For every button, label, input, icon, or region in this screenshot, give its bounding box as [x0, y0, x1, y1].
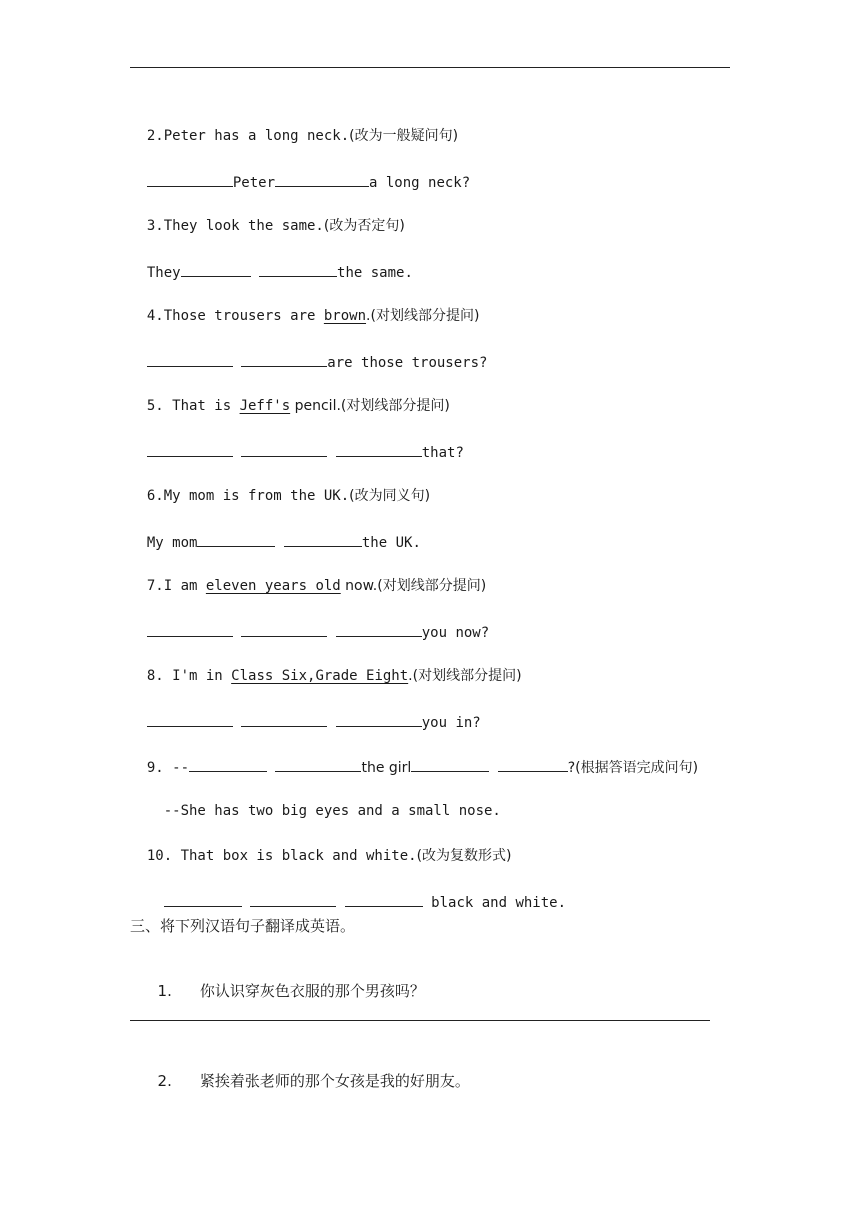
blank[interactable]	[336, 441, 422, 457]
answer-4	[130, 331, 487, 373]
item-text: 你认识穿灰色衣服的那个男孩吗？	[199, 982, 425, 1000]
translation-item-1	[148, 961, 425, 1001]
q2-answer-text-b: a long neck?	[369, 175, 471, 191]
blank[interactable]	[284, 531, 362, 547]
blank[interactable]	[197, 531, 275, 547]
q7-underlined: eleven years old	[205, 578, 341, 594]
q7-prompt: 7.I am	[146, 578, 206, 594]
question-7	[130, 556, 486, 596]
q6-instruction: (改为同义句)	[349, 488, 431, 504]
question-5	[130, 376, 450, 416]
q7-instruction: now.(对划线部分提问)	[340, 578, 487, 594]
blank[interactable]	[275, 171, 369, 187]
blank[interactable]	[147, 441, 233, 457]
blank[interactable]	[147, 351, 233, 367]
question-8	[130, 646, 522, 686]
q9-answer-text: --She has two big eyes and a small nose.	[146, 803, 501, 819]
q5-underlined: Jeff's	[239, 398, 291, 414]
question-2	[130, 106, 458, 146]
blank[interactable]	[498, 756, 568, 772]
q2-instruction: (改为一般疑问句)	[349, 128, 459, 144]
q6-answer-text-b: the UK.	[361, 535, 421, 551]
blank[interactable]	[241, 621, 327, 637]
q10-instruction: (改为复数形式)	[416, 848, 512, 864]
blank[interactable]	[241, 441, 327, 457]
q3-prompt: 3.They look the same.	[146, 218, 324, 234]
blank[interactable]	[147, 171, 233, 187]
question-3	[130, 196, 405, 236]
answer-10	[147, 871, 566, 913]
q4-answer-text: are those trousers?	[327, 355, 488, 371]
q4-instruction: .(对划线部分提问)	[366, 308, 480, 324]
blank[interactable]	[250, 891, 336, 907]
q3-answer-text-a: They	[146, 265, 181, 281]
q9-instruction: ?(根据答语完成问句)	[567, 760, 699, 776]
q6-prompt: 6.My mom is from the UK.	[146, 488, 350, 504]
q7-answer-text: you now?	[421, 625, 490, 641]
q2-prompt: 2.Peter has a long neck.	[146, 128, 350, 144]
question-10	[130, 826, 512, 866]
item-number: 2.	[157, 1072, 172, 1090]
blank[interactable]	[275, 756, 361, 772]
blank[interactable]	[181, 261, 251, 277]
blank[interactable]	[241, 711, 327, 727]
q8-instruction: .(对划线部分提问)	[408, 668, 522, 684]
section-3-title: 三、将下列汉语句子翻译成英语。	[130, 917, 356, 935]
answer-2	[130, 151, 470, 193]
q2-answer-text-a: Peter	[232, 175, 276, 191]
question-9	[130, 736, 698, 778]
question-4	[130, 286, 479, 326]
item-number: 1.	[157, 982, 172, 1000]
q9-prompt: 9. --	[146, 760, 190, 776]
q9-middle-text: the girl	[361, 760, 412, 776]
q10-prompt: 10. That box is black and white.	[146, 848, 417, 864]
q4-prompt: 4.Those trousers are	[146, 308, 324, 324]
blank[interactable]	[241, 351, 327, 367]
q4-underlined: brown	[323, 308, 367, 324]
blank[interactable]	[336, 711, 422, 727]
blank[interactable]	[411, 756, 489, 772]
blank[interactable]	[164, 891, 242, 907]
q5-instruction: pencil.(对划线部分提问)	[290, 398, 450, 414]
item-text: 紧挨着张老师的那个女孩是我的好朋友。	[199, 1072, 470, 1090]
q5-answer-text: that?	[421, 445, 464, 461]
q8-prompt: 8. I'm in	[146, 668, 232, 684]
blank[interactable]	[336, 621, 422, 637]
blank[interactable]	[147, 621, 233, 637]
q8-underlined: Class Six,Grade Eight	[231, 668, 409, 684]
answer-6	[130, 511, 421, 553]
blank[interactable]	[259, 261, 337, 277]
answer-3	[130, 241, 413, 283]
q5-prompt: 5. That is	[146, 398, 240, 414]
answer-7	[130, 601, 489, 643]
blank[interactable]	[189, 756, 267, 772]
q3-instruction: (改为否定句)	[323, 218, 405, 234]
q10-answer-text: black and white.	[422, 895, 567, 911]
blank[interactable]	[147, 711, 233, 727]
answer-5	[130, 421, 464, 463]
blank[interactable]	[345, 891, 423, 907]
q8-answer-text: you in?	[421, 715, 481, 731]
q6-answer-text-a: My mom	[146, 535, 198, 551]
question-6	[130, 466, 430, 506]
q3-answer-text-b: the same.	[337, 265, 413, 281]
header-rule	[130, 67, 730, 68]
answer-8	[130, 691, 481, 733]
translation-item-2	[148, 1051, 470, 1091]
answer-line-1[interactable]	[130, 1020, 710, 1021]
answer-9	[130, 781, 501, 821]
